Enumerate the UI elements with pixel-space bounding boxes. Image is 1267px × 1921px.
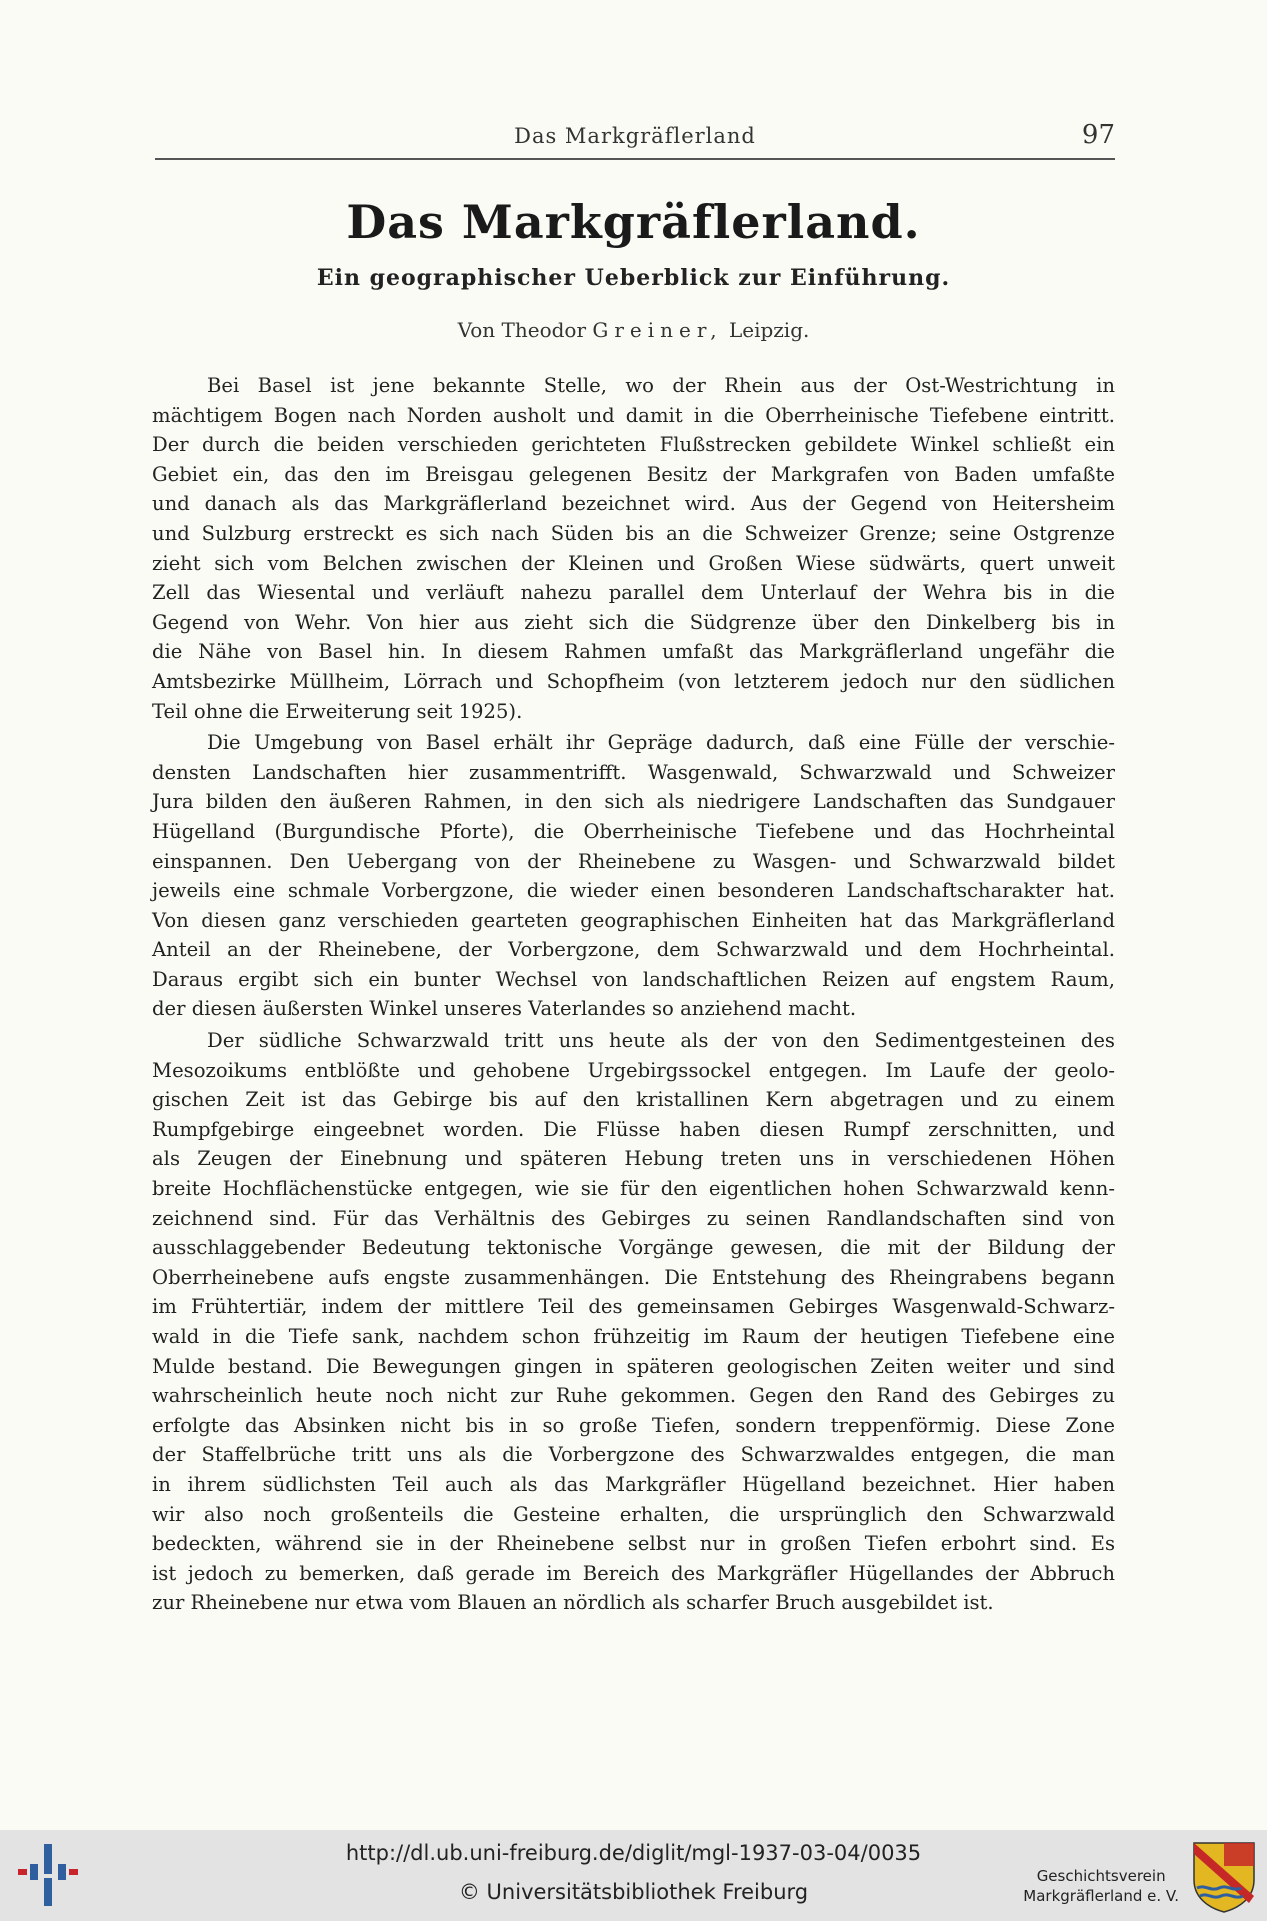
text-line: mächtigem Bogen nach Norden ausholt und damit in die Oberrheinische Tiefebene eintritt. (152, 403, 1115, 427)
text-line: der diesen äußersten Winkel unseres Vaterlandes so anziehend macht. (152, 997, 857, 1021)
footer-bar (0, 1830, 1267, 1921)
society-name-line2: Markgräflerland e. V. (1023, 1887, 1179, 1905)
text-line: gischen Zeit ist das Gebirge bis auf den kristallinen Kern abgetragen und zu einem (152, 1088, 1115, 1112)
article-subtitle: Ein geographischer Ueberblick zur Einführung. (316, 265, 951, 291)
text-line: bedeckten, während sie in der Rheinebene selbst nur in großen Tiefen erbohrt sind. Es (152, 1532, 1115, 1556)
text-line: zeichnend sind. Für das Verhältnis des Gebirges zu seinen Randlandschaften sind von (152, 1206, 1115, 1230)
text-line: Mesozoikums entblößte und gehobene Urgebirgssockel entgegen. Im Laufe der geolo- (152, 1058, 1115, 1082)
header-rule (155, 158, 1115, 160)
text-line: Die Umgebung von Basel erhält ihr Gepräge dadurch, daß eine Fülle der verschie- (207, 731, 1115, 755)
text-line: Gebiet ein, das den im Breisgau gelegenen Besitz der Markgrafen von Baden umfaßte (152, 462, 1115, 486)
text-line: zur Rheinebene nur etwa vom Blauen an nördlich als scharfer Bruch ausgebildet ist. (152, 1591, 994, 1615)
text-line: als Zeugen der Einebnung und späteren Hebung treten uns in verschiedenen Höhen (152, 1147, 1115, 1171)
text-line: wahrscheinlich heute noch nicht zur Ruhe gekommen. Gegen den Rand des Gebirges zu (152, 1384, 1115, 1408)
running-title: Das Markgräflerland (514, 124, 756, 148)
text-line: wald in die Tiefe sank, nachdem schon frühzeitig im Raum der heutigen Tiefebene eine (152, 1325, 1115, 1348)
text-line: Mulde bestand. Die Bewegungen gingen in späteren geologischen Zeiten weiter und sind (152, 1354, 1115, 1378)
text-line: wir also noch großenteils die Gesteine erhalten, die ursprünglich den Schwarzwald (152, 1502, 1115, 1526)
text-line: Bei Basel ist jene bekannte Stelle, wo der Rhein aus der Ost-Westrichtung in (207, 374, 1115, 397)
text-line: Der durch die beiden verschieden gerichteten Flußstrecken gebildete Winkel schließt ein (152, 433, 1115, 457)
text-line: erfolgte das Absinken nicht bis in so große Tiefen, sondern treppenförmig. Diese Zone (152, 1413, 1115, 1437)
byline (0, 318, 1267, 342)
society-name (1023, 1866, 1179, 1906)
society-name-line1: Geschichtsverein (1036, 1867, 1166, 1885)
text-line: Anteil an der Rheinebene, der Vorbergzone, dem Schwarzwald und dem Hochrheintal. (152, 938, 1115, 962)
text-line: jeweils eine schmale Vorbergzone, die wieder einen besonderen Landschaftscharakter hat. (152, 879, 1115, 903)
text-line: Jura bilden den äußeren Rahmen, in den sich als niedrigere Landschaften das Sundgauer (152, 790, 1115, 814)
page-number: 97 (1081, 120, 1115, 150)
text-line: Hügelland (Burgundische Pforte), die Oberrheinische Tiefebene und das Hochrheintal (152, 819, 1115, 843)
paragraph (152, 371, 1115, 726)
byline-prefix: Von Theodor (457, 318, 587, 342)
text-line: Daraus ergibt sich ein bunter Wechsel von landschaftlichen Reizen auf engstem Raum, (152, 967, 1115, 991)
paragraph (152, 728, 1115, 1024)
text-line: Teil ohne die Erweiterung seit 1925). (152, 699, 523, 723)
paragraph (152, 1026, 1115, 1618)
text-line: Rumpfgebirge eingeebnet worden. Die Flüsse haben diesen Rumpf zerschnitten, und (152, 1117, 1115, 1141)
text-line: die Nähe von Basel hin. In diesem Rahmen umfaßt das Markgräflerland ungefähr die (152, 640, 1115, 664)
text-line: zieht sich vom Belchen zwischen der Kleinen und Großen Wiese südwärts, quert unweit (152, 551, 1115, 575)
text-line: ausschlaggebender Bedeutung tektonische Vorgänge gewesen, die mit der Bildung der (152, 1236, 1115, 1260)
text-line: breite Hochflächenstücke entgegen, wie sie für den eigentlichen hohen Schwarzwald kenn- (152, 1177, 1115, 1201)
text-line: ist jedoch zu bemerken, daß gerade im Bereich des Markgräfler Hügellandes der Abbruch (152, 1561, 1115, 1585)
coat-of-arms-icon[interactable] (1191, 1840, 1257, 1914)
text-line: Gegend von Wehr. Von hier aus zieht sich die Südgrenze über den Dinkelberg bis in (152, 610, 1115, 634)
text-line: Zell das Wiesental und verläuft nahezu parallel dem Unterlauf der Wehra bis in die (152, 581, 1115, 605)
text-line: Der südliche Schwarzwald tritt uns heute als der von den Sedimentgesteinen des (207, 1029, 1115, 1053)
byline-place: Leipzig. (728, 318, 810, 342)
permalink-url[interactable]: http://dl.ub.uni-freiburg.de/diglit/mgl-1937-03-04/0035 (345, 1841, 922, 1865)
copyright-notice: © Universitätsbibliothek Freiburg (458, 1880, 809, 1904)
article-body (152, 371, 1115, 1618)
text-line: densten Landschaften hier zusammentrifft. Wasgenwald, Schwarzwald und Schweizer (152, 760, 1115, 784)
text-line: und Sulzburg erstreckt es sich nach Süden bis an die Schweizer Grenze; seine Ostgrenze (152, 521, 1115, 545)
text-line: der Staffelbrüche tritt uns als die Vorbergzone des Schwarzwaldes entgegen, die man (152, 1443, 1115, 1467)
text-line: im Frühtertiär, indem der mittlere Teil des gemeinsamen Gebirges Wasgenwald-Schwarz- (152, 1295, 1115, 1319)
text-line: Amtsbezirke Müllheim, Lörrach und Schopfheim (von letzterem jedoch nur den südlichen (152, 669, 1115, 693)
text-line: Von diesen ganz verschieden gearteten geographischen Einheiten hat das Markgräflerland (152, 908, 1115, 932)
byline-author-name: Greiner, (592, 318, 723, 342)
text-line: in ihrem südlichsten Teil auch als das Markgräfler Hügelland bezeichnet. Hier haben (152, 1472, 1115, 1496)
running-head (155, 120, 1115, 154)
text-line: einspannen. Den Uebergang von der Rheinebene zu Wasgen- und Schwarzwald bildet (152, 849, 1115, 873)
text-line: und danach als das Markgräflerland bezeichnet wird. Aus der Gegend von Heitersheim (152, 492, 1115, 516)
article-title: Das Markgräflerland. (346, 195, 921, 249)
text-line: Oberrheinebene aufs engste zusammenhängen. Die Entstehung des Rheingrabens begann (152, 1265, 1115, 1289)
